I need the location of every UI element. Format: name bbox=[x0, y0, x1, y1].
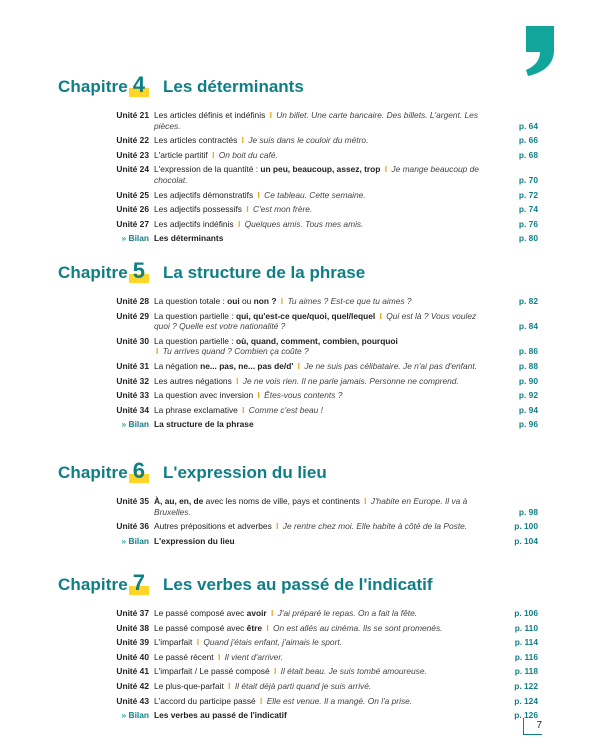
unit-row[interactable] bbox=[58, 219, 538, 230]
separator: I bbox=[196, 637, 200, 648]
unit-row[interactable] bbox=[58, 110, 538, 131]
chapter-heading bbox=[58, 570, 538, 598]
unit-topic: La question avec inversion bbox=[154, 390, 254, 401]
separator: I bbox=[257, 390, 260, 401]
unit-topic: La question partielle : bbox=[154, 310, 236, 321]
unit-row[interactable] bbox=[58, 361, 538, 372]
unit-label: Unité 43 bbox=[116, 695, 149, 706]
quote-mark-icon bbox=[516, 22, 562, 78]
bilan-title: L'expression du lieu bbox=[154, 535, 235, 546]
unit-label: Unité 38 bbox=[116, 622, 149, 633]
unit-topic-keyword: où, quand, comment, combien, pourquoi bbox=[235, 335, 398, 346]
chapter-4 bbox=[58, 72, 538, 248]
bilan-label-text: Bilan bbox=[128, 233, 149, 244]
chapter-5 bbox=[58, 258, 538, 434]
page-ref[interactable]: p. 118 bbox=[514, 666, 538, 677]
unit-label: Unité 22 bbox=[116, 135, 149, 146]
chapter-heading bbox=[58, 72, 538, 100]
unit-row[interactable] bbox=[58, 376, 538, 387]
page-ref[interactable]: p. 70 bbox=[518, 174, 538, 185]
unit-label: Unité 42 bbox=[116, 680, 149, 691]
separator: I bbox=[379, 310, 382, 321]
unit-label: Unité 39 bbox=[116, 637, 149, 648]
chapter-heading bbox=[58, 258, 538, 286]
unit-example: Tu arrives quand ? Combien ça coûte ? bbox=[162, 346, 309, 357]
separator: I bbox=[257, 189, 260, 200]
unit-label: Unité 37 bbox=[116, 608, 149, 618]
page-ref[interactable]: p. 114 bbox=[514, 637, 538, 648]
page-ref[interactable]: p. 96 bbox=[518, 419, 538, 430]
unit-topic: L'article partitif bbox=[154, 149, 208, 160]
bilan-title: Les verbes au passé de l'indicatif bbox=[154, 710, 287, 721]
page-ref[interactable]: p. 98 bbox=[518, 506, 538, 517]
unit-topic: Les adjectifs démonstratifs bbox=[154, 189, 254, 200]
unit-row[interactable] bbox=[58, 135, 538, 146]
page-ref[interactable]: p. 66 bbox=[518, 135, 538, 146]
unit-topic: La question totale : bbox=[154, 296, 228, 306]
page-ref[interactable]: p. 74 bbox=[518, 204, 538, 215]
separator: I bbox=[273, 666, 277, 677]
chapter-6 bbox=[58, 458, 538, 550]
separator: I bbox=[271, 608, 274, 618]
arrow-icon: » bbox=[121, 710, 127, 721]
unit-topic: avec les noms de ville, pays et continents bbox=[203, 496, 360, 506]
chapter-number: 6 bbox=[132, 458, 146, 483]
page-ref[interactable]: p. 100 bbox=[514, 521, 538, 532]
separator: I bbox=[212, 149, 215, 160]
unit-label: Unité 25 bbox=[116, 189, 149, 200]
unit-label: Unité 33 bbox=[116, 390, 149, 401]
unit-topic: Les autres négations bbox=[154, 375, 232, 386]
separator: I bbox=[241, 135, 244, 146]
unit-topic-keyword: oui bbox=[227, 296, 240, 306]
separator: I bbox=[242, 404, 245, 415]
bilan-title: Les déterminants bbox=[154, 233, 224, 244]
bilan-label-text: Bilan bbox=[128, 419, 149, 430]
unit-topic: Le passé composé avec bbox=[154, 622, 247, 633]
unit-example: Je suis dans le couloir du métro. bbox=[248, 135, 369, 146]
unit-row[interactable] bbox=[58, 204, 538, 215]
unit-topic: Les adjectifs possessifs bbox=[154, 204, 242, 215]
unit-topic: L'imparfait / Le passé composé bbox=[154, 666, 270, 677]
chapter-word: Chapitre bbox=[58, 463, 128, 482]
unit-label: Unité 29 bbox=[116, 310, 149, 321]
bilan-row[interactable] bbox=[58, 536, 538, 547]
bilan-title: La structure de la phrase bbox=[154, 419, 254, 430]
unit-label: Unité 41 bbox=[116, 666, 149, 677]
unit-topic-keyword: ne... pas, ne... pas de/d' bbox=[200, 360, 294, 371]
unit-example: Quelques amis. Tous mes amis. bbox=[244, 218, 364, 229]
page-ref[interactable]: p. 82 bbox=[518, 296, 538, 306]
page-ref[interactable]: p. 122 bbox=[514, 680, 538, 691]
unit-topic: Le passé récent bbox=[154, 651, 214, 662]
page-ref[interactable]: p. 110 bbox=[514, 622, 538, 633]
unit-topic-keyword: être bbox=[246, 622, 263, 633]
separator: I bbox=[276, 521, 279, 532]
unit-topic: Les adjectifs indéfinis bbox=[154, 218, 234, 229]
chapter-number: 5 bbox=[132, 258, 146, 283]
chapter-word: Chapitre bbox=[58, 263, 128, 282]
separator: I bbox=[217, 651, 221, 662]
arrow-icon: » bbox=[121, 535, 127, 546]
unit-row[interactable] bbox=[58, 296, 538, 307]
unit-example: Je ne suis pas célibataire. Je n'ai pas d'enfant. bbox=[304, 360, 477, 371]
arrow-icon: » bbox=[121, 233, 127, 244]
unit-example: Je rentre chez moi. Elle habite à côté de la Poste. bbox=[282, 521, 468, 532]
unit-label: Unité 30 bbox=[116, 335, 149, 346]
unit-example: Il était déjà parti quand je suis arrivé. bbox=[234, 680, 372, 691]
unit-topic-keyword: À, au, en, de bbox=[154, 496, 204, 506]
unit-topic: La négation bbox=[154, 360, 201, 371]
chapter-title: Les verbes au passé de l'indicatif bbox=[163, 575, 433, 594]
unit-label: Unité 24 bbox=[116, 164, 149, 175]
unit-example: Un billet. Une carte bancaire. Des billets. L'argent. Les pièces. bbox=[154, 110, 479, 131]
unit-label: Unité 27 bbox=[116, 218, 149, 229]
separator: I bbox=[156, 346, 159, 357]
unit-topic-connector: ou bbox=[239, 296, 254, 306]
page-ref[interactable]: p. 90 bbox=[518, 375, 538, 386]
page-ref[interactable]: p. 88 bbox=[518, 360, 538, 371]
bilan-label bbox=[58, 710, 149, 721]
chapter-title: Les déterminants bbox=[163, 77, 304, 96]
page-ref[interactable]: p. 72 bbox=[518, 189, 538, 200]
unit-label: Unité 32 bbox=[116, 375, 149, 386]
unit-row[interactable] bbox=[58, 164, 538, 185]
unit-label: Unité 34 bbox=[116, 404, 149, 415]
unit-example: Êtes-vous contents ? bbox=[264, 390, 343, 401]
unit-row[interactable] bbox=[58, 390, 538, 401]
bilan-row[interactable] bbox=[58, 710, 538, 721]
separator: I bbox=[260, 695, 263, 706]
unit-topic: Le plus-que-parfait bbox=[154, 680, 224, 691]
unit-example: Tu aimes ? Est-ce que tu aimes ? bbox=[287, 296, 412, 306]
unit-row[interactable] bbox=[58, 405, 538, 416]
unit-label: Unité 36 bbox=[116, 521, 149, 532]
unit-row[interactable] bbox=[58, 311, 538, 332]
unit-example: Quand j'étais enfant, j'aimais le sport. bbox=[203, 637, 343, 648]
unit-row[interactable] bbox=[58, 150, 538, 161]
unit-label: Unité 21 bbox=[116, 110, 149, 120]
unit-label: Unité 28 bbox=[116, 296, 149, 306]
unit-topic: L'expression de la quantité : bbox=[154, 164, 261, 175]
bilan-label bbox=[58, 419, 149, 430]
chapter-number: 4 bbox=[132, 72, 146, 97]
unit-row[interactable] bbox=[58, 637, 538, 648]
unit-example: J'habite en Europe. Il va à Bruxelles. bbox=[154, 496, 468, 517]
unit-example: Ce tableau. Cette semaine. bbox=[264, 189, 366, 200]
unit-label: Unité 26 bbox=[116, 204, 149, 215]
unit-example: Je mange beaucoup de chocolat. bbox=[154, 164, 479, 185]
chapter-number: 7 bbox=[132, 570, 146, 595]
unit-row[interactable] bbox=[58, 496, 538, 517]
unit-topic: Le passé composé avec bbox=[154, 608, 247, 618]
arrow-icon: » bbox=[121, 419, 127, 430]
separator: I bbox=[236, 375, 239, 386]
bilan-label bbox=[58, 536, 149, 547]
separator: I bbox=[280, 296, 284, 306]
separator: I bbox=[266, 622, 269, 633]
bilan-label bbox=[58, 233, 149, 244]
unit-example: On est allés au cinéma. Ils se sont promenés. bbox=[273, 622, 443, 633]
bilan-row[interactable] bbox=[58, 419, 538, 430]
chapter-title: La structure de la phrase bbox=[163, 263, 366, 282]
unit-topic: Autres prépositions et adverbes bbox=[154, 521, 272, 532]
chapter-7 bbox=[58, 570, 538, 725]
page-ref[interactable]: p. 86 bbox=[518, 346, 538, 357]
page-ref[interactable]: p. 94 bbox=[518, 404, 538, 415]
unit-topic: Les articles définis et indéfinis bbox=[154, 110, 266, 120]
unit-example: Je ne vois rien. Il ne parle jamais. Personne ne comprend. bbox=[242, 375, 459, 386]
unit-row[interactable] bbox=[58, 190, 538, 201]
separator: I bbox=[297, 360, 300, 371]
separator: I bbox=[246, 204, 249, 215]
page-ref[interactable]: p. 84 bbox=[518, 321, 538, 332]
unit-example: J'ai préparé le repas. On a fait la fête. bbox=[277, 608, 418, 618]
page-number: 7 bbox=[523, 718, 542, 735]
chapter-heading bbox=[58, 458, 538, 486]
bilan-label-text: Bilan bbox=[128, 535, 149, 546]
unit-topic-keyword: non ? bbox=[253, 296, 277, 306]
chapter-word: Chapitre bbox=[58, 575, 128, 594]
unit-topic: L'imparfait bbox=[154, 637, 193, 648]
page-ref[interactable]: p. 126 bbox=[514, 710, 538, 721]
unit-example: C'est mon frère. bbox=[252, 204, 313, 215]
chapter-title: L'expression du lieu bbox=[163, 463, 327, 482]
page-ref[interactable]: p. 64 bbox=[518, 120, 538, 131]
separator: I bbox=[237, 218, 241, 229]
page-ref[interactable]: p. 76 bbox=[518, 218, 538, 229]
bilan-row[interactable] bbox=[58, 233, 538, 244]
unit-row[interactable] bbox=[58, 608, 538, 619]
unit-row[interactable] bbox=[58, 652, 538, 663]
unit-topic-keyword: qui, qu'est-ce que/quoi, quel/lequel bbox=[235, 310, 376, 321]
bilan-label-text: Bilan bbox=[128, 710, 149, 721]
page-ref[interactable]: p. 106 bbox=[514, 608, 538, 618]
unit-row[interactable] bbox=[58, 666, 538, 677]
unit-label: Unité 31 bbox=[116, 360, 149, 371]
page-ref[interactable]: p. 92 bbox=[518, 390, 538, 401]
unit-topic: La question partielle : bbox=[154, 335, 236, 346]
separator: I bbox=[269, 110, 272, 120]
unit-topic-keyword: un peu, beaucoup, assez, trop bbox=[260, 164, 381, 175]
unit-topic-keyword: avoir bbox=[246, 608, 267, 618]
unit-example: Il vient d'arriver. bbox=[224, 651, 284, 662]
unit-example: Il était beau. Je suis tombé amoureuse. bbox=[280, 666, 427, 677]
unit-example: Qui est là ? Vous voulez quoi ? Quelle est votre nationalité ? bbox=[154, 310, 477, 332]
page-ref[interactable]: p. 104 bbox=[514, 535, 538, 546]
unit-row[interactable] bbox=[58, 336, 538, 357]
page-ref[interactable]: p. 80 bbox=[518, 233, 538, 244]
unit-topic: L'accord du participe passé bbox=[154, 695, 256, 706]
unit-label: Unité 23 bbox=[116, 149, 149, 160]
unit-row[interactable] bbox=[58, 623, 538, 634]
chapter-word: Chapitre bbox=[58, 77, 128, 96]
unit-example: On boit du café. bbox=[218, 149, 278, 160]
unit-label: Unité 35 bbox=[116, 496, 149, 506]
separator: I bbox=[228, 680, 231, 691]
page-ref[interactable]: p. 116 bbox=[514, 651, 538, 662]
unit-row[interactable] bbox=[58, 681, 538, 692]
unit-topic: La phrase exclamative bbox=[154, 404, 238, 415]
unit-label: Unité 40 bbox=[116, 651, 149, 662]
unit-row[interactable] bbox=[58, 521, 538, 532]
page-ref[interactable]: p. 124 bbox=[514, 695, 538, 706]
unit-row[interactable] bbox=[58, 696, 538, 707]
unit-example: Elle est venue. Il a mangé. On l'a prise. bbox=[266, 695, 413, 706]
page-ref[interactable]: p. 68 bbox=[518, 149, 538, 160]
separator: I bbox=[364, 496, 367, 506]
unit-topic: Les articles contractés bbox=[154, 135, 238, 146]
separator: I bbox=[384, 164, 388, 175]
unit-example: Comme c'est beau ! bbox=[248, 404, 323, 415]
